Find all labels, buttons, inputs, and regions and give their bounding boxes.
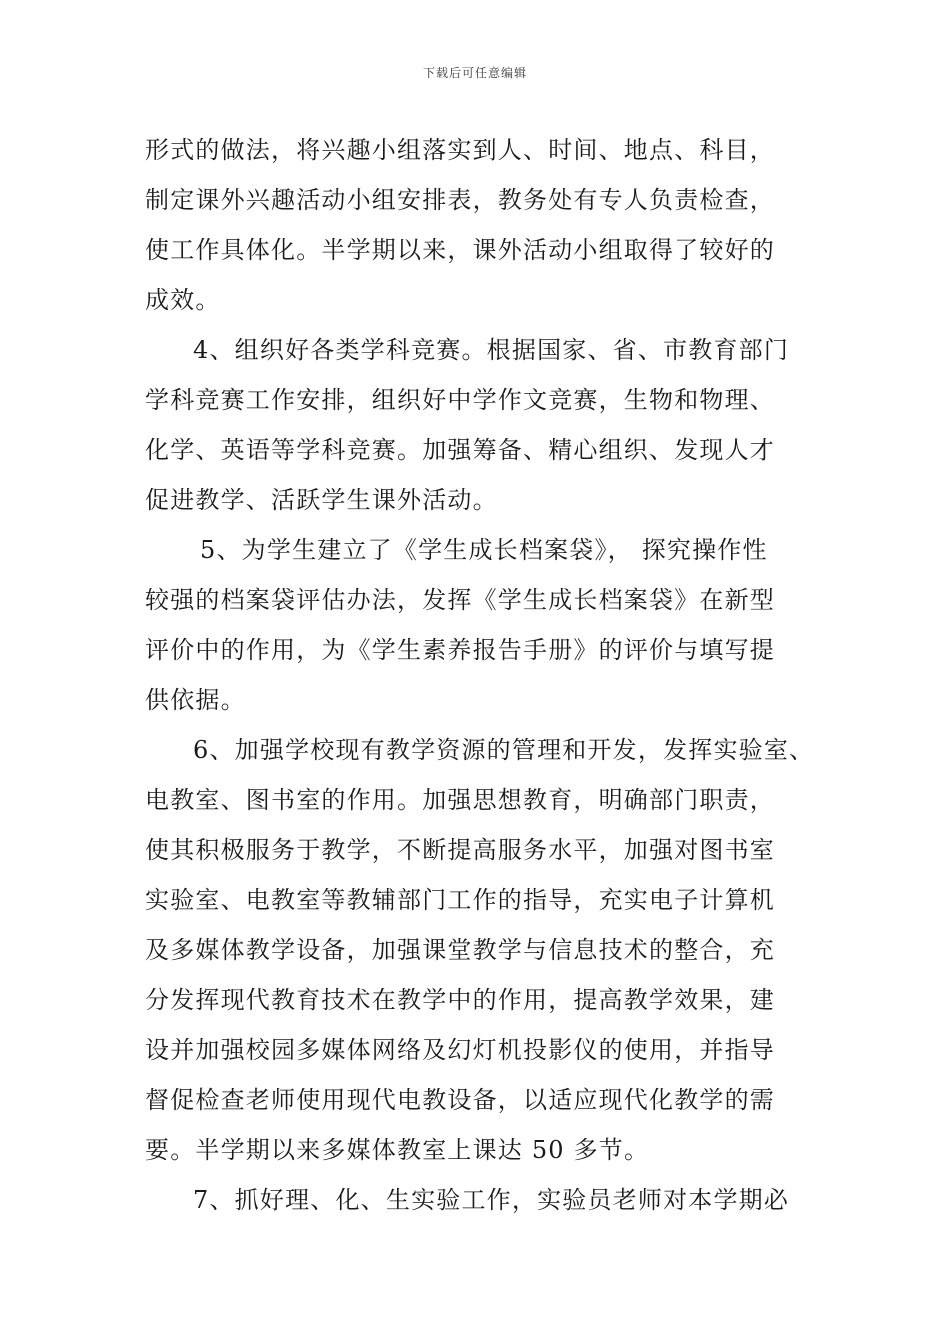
text-line: 及多媒体教学设备，加强课堂教学与信息技术的整合，充: [145, 936, 775, 964]
text-line: 4、组织好各类学科竞赛。根据国家、省、市教育部门: [193, 336, 790, 364]
document-body: [145, 125, 825, 1225]
text-line: 成效。: [145, 286, 221, 314]
text-line: 设并加强校园多媒体网络及幻灯机投影仪的使用，并指导: [145, 1036, 775, 1064]
paragraph-item-7: [145, 1175, 825, 1225]
text-line: 5、为学生建立了《学生成长档案袋》， 探究操作性: [200, 536, 768, 564]
text-line: 化学、英语等学科竞赛。加强筹备、精心组织、发现人才: [145, 436, 775, 464]
text-line: 供依据。: [145, 686, 246, 714]
text-line: 要。半学期以来多媒体教室上课达 50 多节。: [145, 1136, 650, 1164]
text-line: 使其积极服务于教学，不断提高服务水平，加强对图书室: [145, 836, 775, 864]
text-line: 电教室、图书室的作用。加强思想教育，明确部门职责，: [145, 786, 775, 814]
paragraph-item-5: [145, 525, 825, 725]
paragraph-item-6: [145, 725, 825, 1175]
text-line: 较强的档案袋评估办法，发挥《学生成长档案袋》在新型: [145, 586, 775, 614]
text-line: 督促检查老师使用现代电教设备，以适应现代化教学的需: [145, 1086, 775, 1114]
text-line: 评价中的作用，为《学生素养报告手册》的评价与填写提: [145, 636, 775, 664]
page-header-note: 下载后可任意编辑: [422, 66, 527, 80]
text-line: 分发挥现代教育技术在教学中的作用，提高教学效果，建: [145, 986, 775, 1014]
paragraph-item-4: [145, 325, 825, 525]
paragraph-activity-groups: [145, 125, 825, 325]
text-line: 形式的做法，将兴趣小组落实到人、时间、地点、科目，: [145, 136, 775, 164]
text-line: 使工作具体化。半学期以来，课外活动小组取得了较好的: [145, 236, 775, 264]
text-line: 实验室、电教室等教辅部门工作的指导，充实电子计算机: [145, 886, 775, 914]
text-line: 6、加强学校现有教学资源的管理和开发，发挥实验室、: [193, 736, 815, 764]
text-line: 7、抓好理、化、生实验工作，实验员老师对本学期必: [193, 1186, 790, 1214]
text-line: 促进教学、活跃学生课外活动。: [145, 486, 498, 514]
text-line: 学科竞赛工作安排，组织好中学作文竞赛，生物和物理、: [145, 386, 775, 414]
text-line: 制定课外兴趣活动小组安排表，教务处有专人负责检查，: [145, 186, 775, 214]
